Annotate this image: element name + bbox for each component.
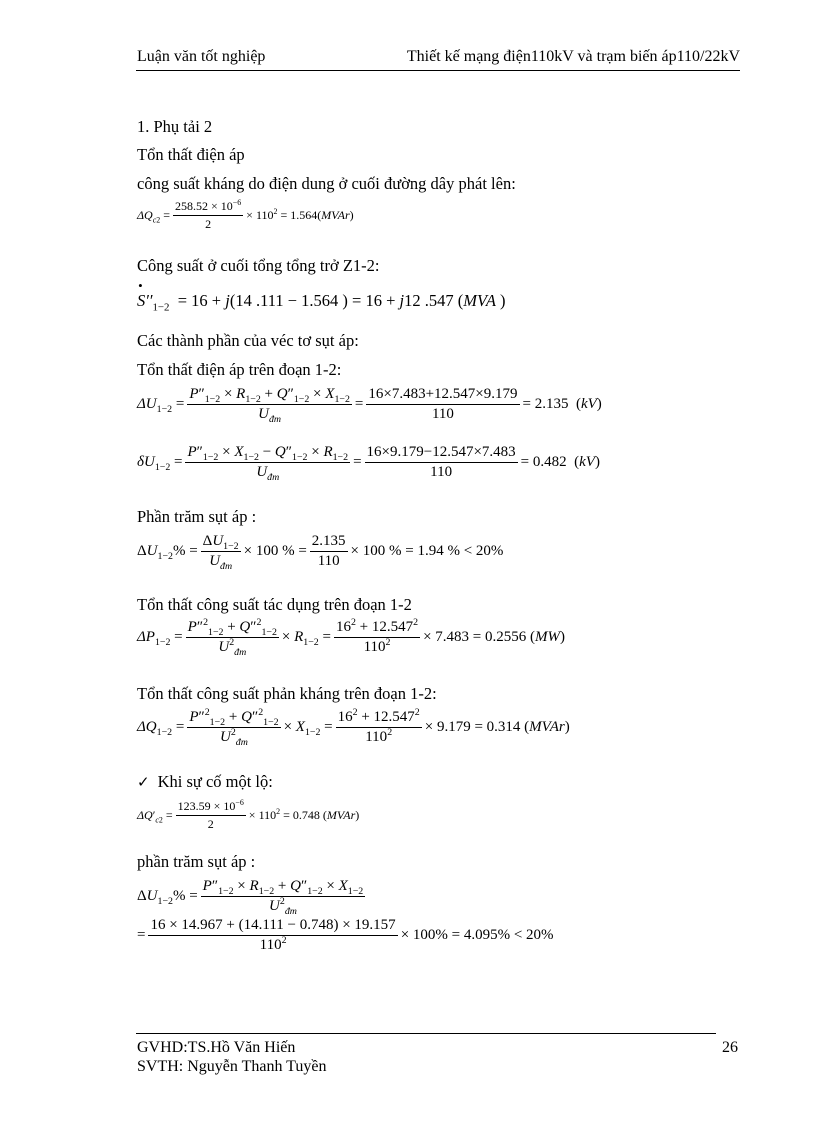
equation-deltau12: $\delta U_{1-2}$ = $\frac{P''_{1-2} \times X_{1-2} - Q''_{1-2} \times R_{1-2}}{U_{đm}}$ = $\frac{16\times 9.179-12.547\times 7.483}{110}$ = 0.482 (kV) <box>137 444 600 483</box>
end-power-text: Công suất ở cuối tổng tổng trở Z1-2: <box>137 256 380 275</box>
section-title: 1. Phụ tải 2 <box>137 117 213 136</box>
fault-line <box>137 772 273 792</box>
footer-student: SVTH: Nguyễn Thanh Tuyền <box>137 1058 327 1075</box>
equation-du-percent: $\Delta U_{1-2}\%$ = $\frac{\Delta U_{1-2}}{U_{đm}}$ × 100 % = $\frac{2.135}{110}$ × 100 % = 1.94 % < 20% <box>137 533 504 572</box>
header-divider <box>136 70 740 71</box>
equation-qc2: $\Delta Q_{c2}$ = $\frac{258.52 \times 10^{-6}}{2}$ × $110^2$ = 1.564(MVAr) <box>137 198 354 231</box>
active-loss-text: Tổn thất công suất tác dụng trên đoạn 1-2 <box>137 595 412 614</box>
footer-divider <box>136 1033 716 1034</box>
equation-dq12: $\Delta Q_{1-2}$ = $\frac{P''^2_{1-2} + Q''^2_{1-2}}{U^2_{đm}}$ × $X_{1-2}$ = $\frac{16^2 + 12.547^2}{110^2}$ × 9.179 = 0.314 (MVAr) <box>137 707 570 748</box>
percent-drop-text: Phần trăm sụt áp : <box>137 507 257 526</box>
checkmark-icon: ✓ <box>137 773 150 791</box>
page-number: 26 <box>722 1039 738 1056</box>
header-left: Luận văn tốt nghiệp <box>137 48 266 65</box>
reactive-loss-text: Tổn thất công suất phản kháng trên đoạn 1-2: <box>137 684 437 703</box>
percent-drop-text-2: phần trăm sụt áp : <box>137 852 256 871</box>
segment-loss-text: Tổn thất điện áp trên đoạn 1-2: <box>137 360 342 379</box>
equation-dp12: $\Delta P_{1-2}$ = $\frac{P''^2_{1-2} + Q''^2_{1-2}}{U^2_{đm}}$ × $R_{1-2}$ = $\frac{16^2 + 12.547^2}{110^2}$ × 7.483 = 0.2556 (MW) <box>137 617 565 658</box>
header-right: Thiết kế mạng điện110kV và trạm biến áp110/22kV <box>406 48 740 65</box>
components-text: Các thành phần của véc tơ sụt áp: <box>137 331 359 350</box>
equation-du-percent-fault: $\Delta U_{1-2}\%$ = $\frac{P''_{1-2} \times R_{1-2} + Q''_{1-2} \times X_{1-2}}{U^2_{đm}}$ = $\frac{16 \times 14.967 + (14.111 - 0.748) \times 19.157}{110^2}$ × 100% = 4.095% < 20% <box>137 878 554 953</box>
equation-qc2-prime: $\Delta Q'_{c2}$ = $\frac{123.59 \times 10^{-6}}{2}$ × $110^2 = 0.748$ (MVAr) <box>137 798 360 831</box>
fault-text: Khi sự cố một lộ: <box>157 772 273 791</box>
capacitive-power-text: công suất kháng do điện dung ở cuối đường dây phát lên: <box>137 174 516 193</box>
footer-advisor: GVHD:TS.Hồ Văn Hiến <box>137 1039 296 1056</box>
equation-du12: $\Delta U_{1-2}$ = $\frac{P''_{1-2} \times R_{1-2} + Q''_{1-2} \times X_{1-2}}{U_{đm}}$ = $\frac{16\times 7.483+12.547\times 9.179}{110}$ = 2.135 (kV) <box>137 386 602 425</box>
equation-s12: • $S''_{1-2} = 16 + j(14$ .111 − 1.564 ) = 16 + j12 .547 (MVA ) <box>137 291 506 311</box>
voltage-loss-title: Tổn thất điện áp <box>137 145 245 164</box>
